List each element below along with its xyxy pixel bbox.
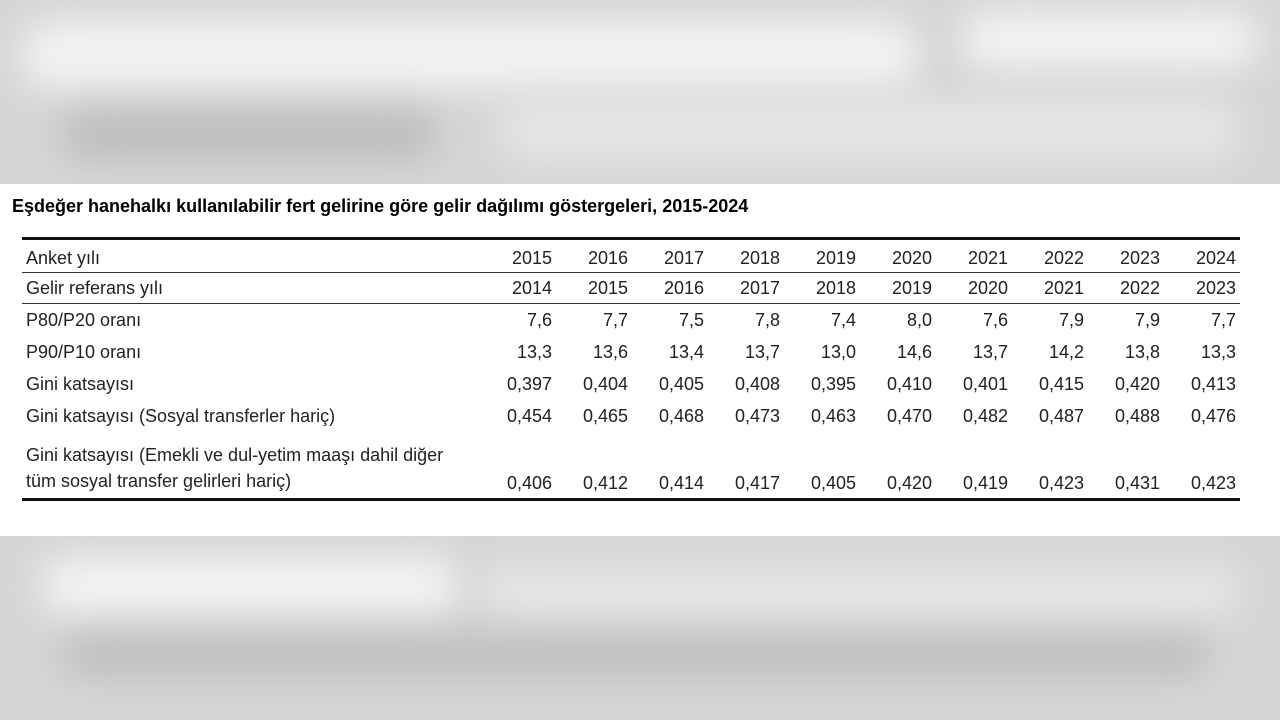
value-cell: 0,415	[1038, 373, 1084, 394]
value-cell: 13,8	[1124, 341, 1160, 362]
table-title: Eşdeğer hanehalkı kullanılabilir fert gelirine göre gelir dağılımı göstergeleri, 2015-2024	[12, 196, 749, 216]
reference-year-cell: 2019	[860, 273, 936, 304]
value-cell: 7,8	[754, 309, 780, 330]
value-cell: 0,408	[734, 373, 780, 394]
value-cell: 0,406	[480, 432, 556, 500]
value-cell: 0,417	[708, 432, 784, 500]
value-cell: 7,9	[1058, 309, 1084, 330]
document-excerpt	[0, 184, 1280, 536]
reference-year-cell: 2015	[556, 273, 632, 304]
value-cell: 0,414	[632, 432, 708, 500]
survey-year-label: Anket yılı	[22, 239, 480, 273]
income-distribution-table	[22, 237, 1240, 501]
reference-year-cell: 2022	[1088, 273, 1164, 304]
value-cell: 13,3	[1200, 341, 1236, 362]
survey-year-cell: 2018	[708, 239, 784, 273]
value-cell: 0,405	[784, 432, 860, 500]
value-cell: 0,397	[506, 373, 552, 394]
reference-year-cell: 2017	[708, 273, 784, 304]
reference-year-cell: 2018	[784, 273, 860, 304]
table-row	[22, 400, 1240, 432]
row-label: Gini katsayısı (Emekli ve dul-yetim maaşı dahil diğer tüm sosyal transfer gelirleri hariç)	[22, 432, 480, 500]
value-cell: 0,413	[1190, 373, 1236, 394]
value-cell: 0,473	[734, 405, 780, 426]
value-cell: 8,0	[906, 309, 932, 330]
value-cell: 0,404	[582, 373, 628, 394]
reference-year-cell: 2021	[1012, 273, 1088, 304]
table-row	[22, 432, 1240, 500]
reference-year-cell: 2016	[632, 273, 708, 304]
row-label: P90/P10 oranı	[26, 341, 142, 362]
row-label: P80/P20 oranı	[26, 309, 142, 330]
value-cell: 0,488	[1114, 405, 1160, 426]
value-cell: 13,7	[972, 341, 1008, 362]
survey-year-header-row	[22, 239, 1240, 273]
value-cell: 7,5	[678, 309, 704, 330]
value-cell: 0,465	[582, 405, 628, 426]
survey-year-cell: 2016	[556, 239, 632, 273]
reference-year-cell: 2023	[1164, 273, 1240, 304]
value-cell: 7,4	[830, 309, 856, 330]
reference-year-cell: 2014	[480, 273, 556, 304]
table-row	[22, 336, 1240, 368]
value-cell: 0,463	[810, 405, 856, 426]
value-cell: 0,476	[1190, 405, 1236, 426]
survey-year-cell: 2017	[632, 239, 708, 273]
value-cell: 0,401	[962, 373, 1008, 394]
value-cell: 0,431	[1088, 432, 1164, 500]
value-cell: 0,454	[506, 405, 552, 426]
value-cell: 0,405	[658, 373, 704, 394]
reference-year-header-row	[22, 273, 1240, 304]
value-cell: 7,7	[602, 309, 628, 330]
value-cell: 0,412	[556, 432, 632, 500]
value-cell: 13,0	[820, 341, 856, 362]
survey-year-cell: 2020	[860, 239, 936, 273]
blurred-background-top	[0, 0, 1280, 184]
value-cell: 0,482	[962, 405, 1008, 426]
survey-year-cell: 2021	[936, 239, 1012, 273]
row-label: Gini katsayısı (Sosyal transferler hariç)	[26, 405, 336, 426]
value-cell: 0,423	[1012, 432, 1088, 500]
value-cell: 0,487	[1038, 405, 1084, 426]
value-cell: 13,7	[744, 341, 780, 362]
table-row	[22, 304, 1240, 337]
value-cell: 7,9	[1134, 309, 1160, 330]
survey-year-cell: 2024	[1164, 239, 1240, 273]
reference-year-cell: 2020	[936, 273, 1012, 304]
value-cell: 0,420	[1114, 373, 1160, 394]
value-cell: 0,395	[810, 373, 856, 394]
value-cell: 14,2	[1048, 341, 1084, 362]
survey-year-cell: 2022	[1012, 239, 1088, 273]
reference-year-label: Gelir referans yılı	[22, 273, 480, 304]
table-row	[22, 368, 1240, 400]
value-cell: 0,410	[886, 373, 932, 394]
value-cell: 0,419	[936, 432, 1012, 500]
value-cell: 13,3	[516, 341, 552, 362]
value-cell: 14,6	[896, 341, 932, 362]
value-cell: 7,6	[526, 309, 552, 330]
value-cell: 0,468	[658, 405, 704, 426]
survey-year-cell: 2019	[784, 239, 860, 273]
value-cell: 0,470	[886, 405, 932, 426]
value-cell: 0,420	[860, 432, 936, 500]
value-cell: 13,4	[668, 341, 704, 362]
row-label: Gini katsayısı	[26, 373, 135, 394]
survey-year-cell: 2015	[480, 239, 556, 273]
value-cell: 0,423	[1164, 432, 1240, 500]
value-cell: 7,7	[1210, 309, 1236, 330]
value-cell: 13,6	[592, 341, 628, 362]
blurred-background-bottom	[0, 536, 1280, 720]
survey-year-cell: 2023	[1088, 239, 1164, 273]
value-cell: 7,6	[982, 309, 1008, 330]
